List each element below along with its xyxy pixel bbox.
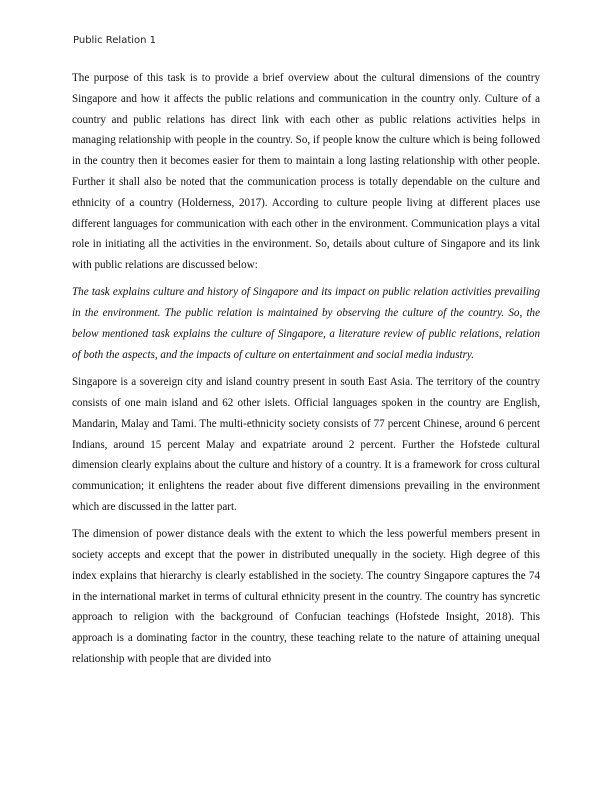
paragraph-task-summary: The task explains culture and history of Singapore and its impact on public relation activities prevailing in the environment. The public relation is maintained by observing the culture of the country. So, the below mentioned task explains the culture of Singapore, a literature review of public relations, relation of both the aspects, and the impacts of culture on entertainment and social media industry. — [72, 286, 540, 361]
paragraph-introduction: The purpose of this task is to provide a brief overview about the cultural dimensions of the country Singapore and how it affects the public relations and communication in the country only. Culture of a country and public relations has direct link with each other as public relations activities helps in managing relationship with people in the country. So, if people know the culture which is being followed in the country then it becomes easier for them to maintain a long lasting relationship with other people. Further it shall also be noted that the communication process is totally dependable on the culture and ethnicity of a country (Holderness, 2017). According to culture people living at different places use different languages for communication with each other in the environment. Communication plays a vital role in initiating all the activities in the environment. So, details about culture of Singapore and its link with public relations are discussed below: — [72, 72, 540, 272]
paragraph-singapore-overview: Singapore is a sovereign city and island country present in south East Asia. The territory of the country consists of one main island and 62 other islets. Official languages spoken in the country are English, Mandarin, Malay and Tami. The multi-ethnicity society consists of 77 percent Chinese, around 6 percent Indians, around 15 percent Malay and expatriate around 2 percent. Further the Hofstede cultural dimension clearly explains about the culture and history of a country. It is a framework for cross cultural communication; it enlightens the reader about five different dimensions prevailing in the environment which are discussed in the latter part. — [72, 376, 540, 513]
paragraph-power-distance: The dimension of power distance deals with the extent to which the less powerful members present in society accepts and except that the power in distributed unequally in the society. High degree of this index explains that hierarchy is clearly established in the society. The country Singapore captures the 74 in the international market in terms of cultural ethnicity present in the country. The country has syncretic approach to religion with the background of Confucian teachings (Hofstede Insight, 2018). This approach is a dominating factor in the country, these teaching relate to the nature of attaining unequal relationship with people that are divided into — [72, 528, 540, 666]
document-body — [72, 68, 540, 676]
running-header: Public Relation 1 — [73, 35, 157, 46]
